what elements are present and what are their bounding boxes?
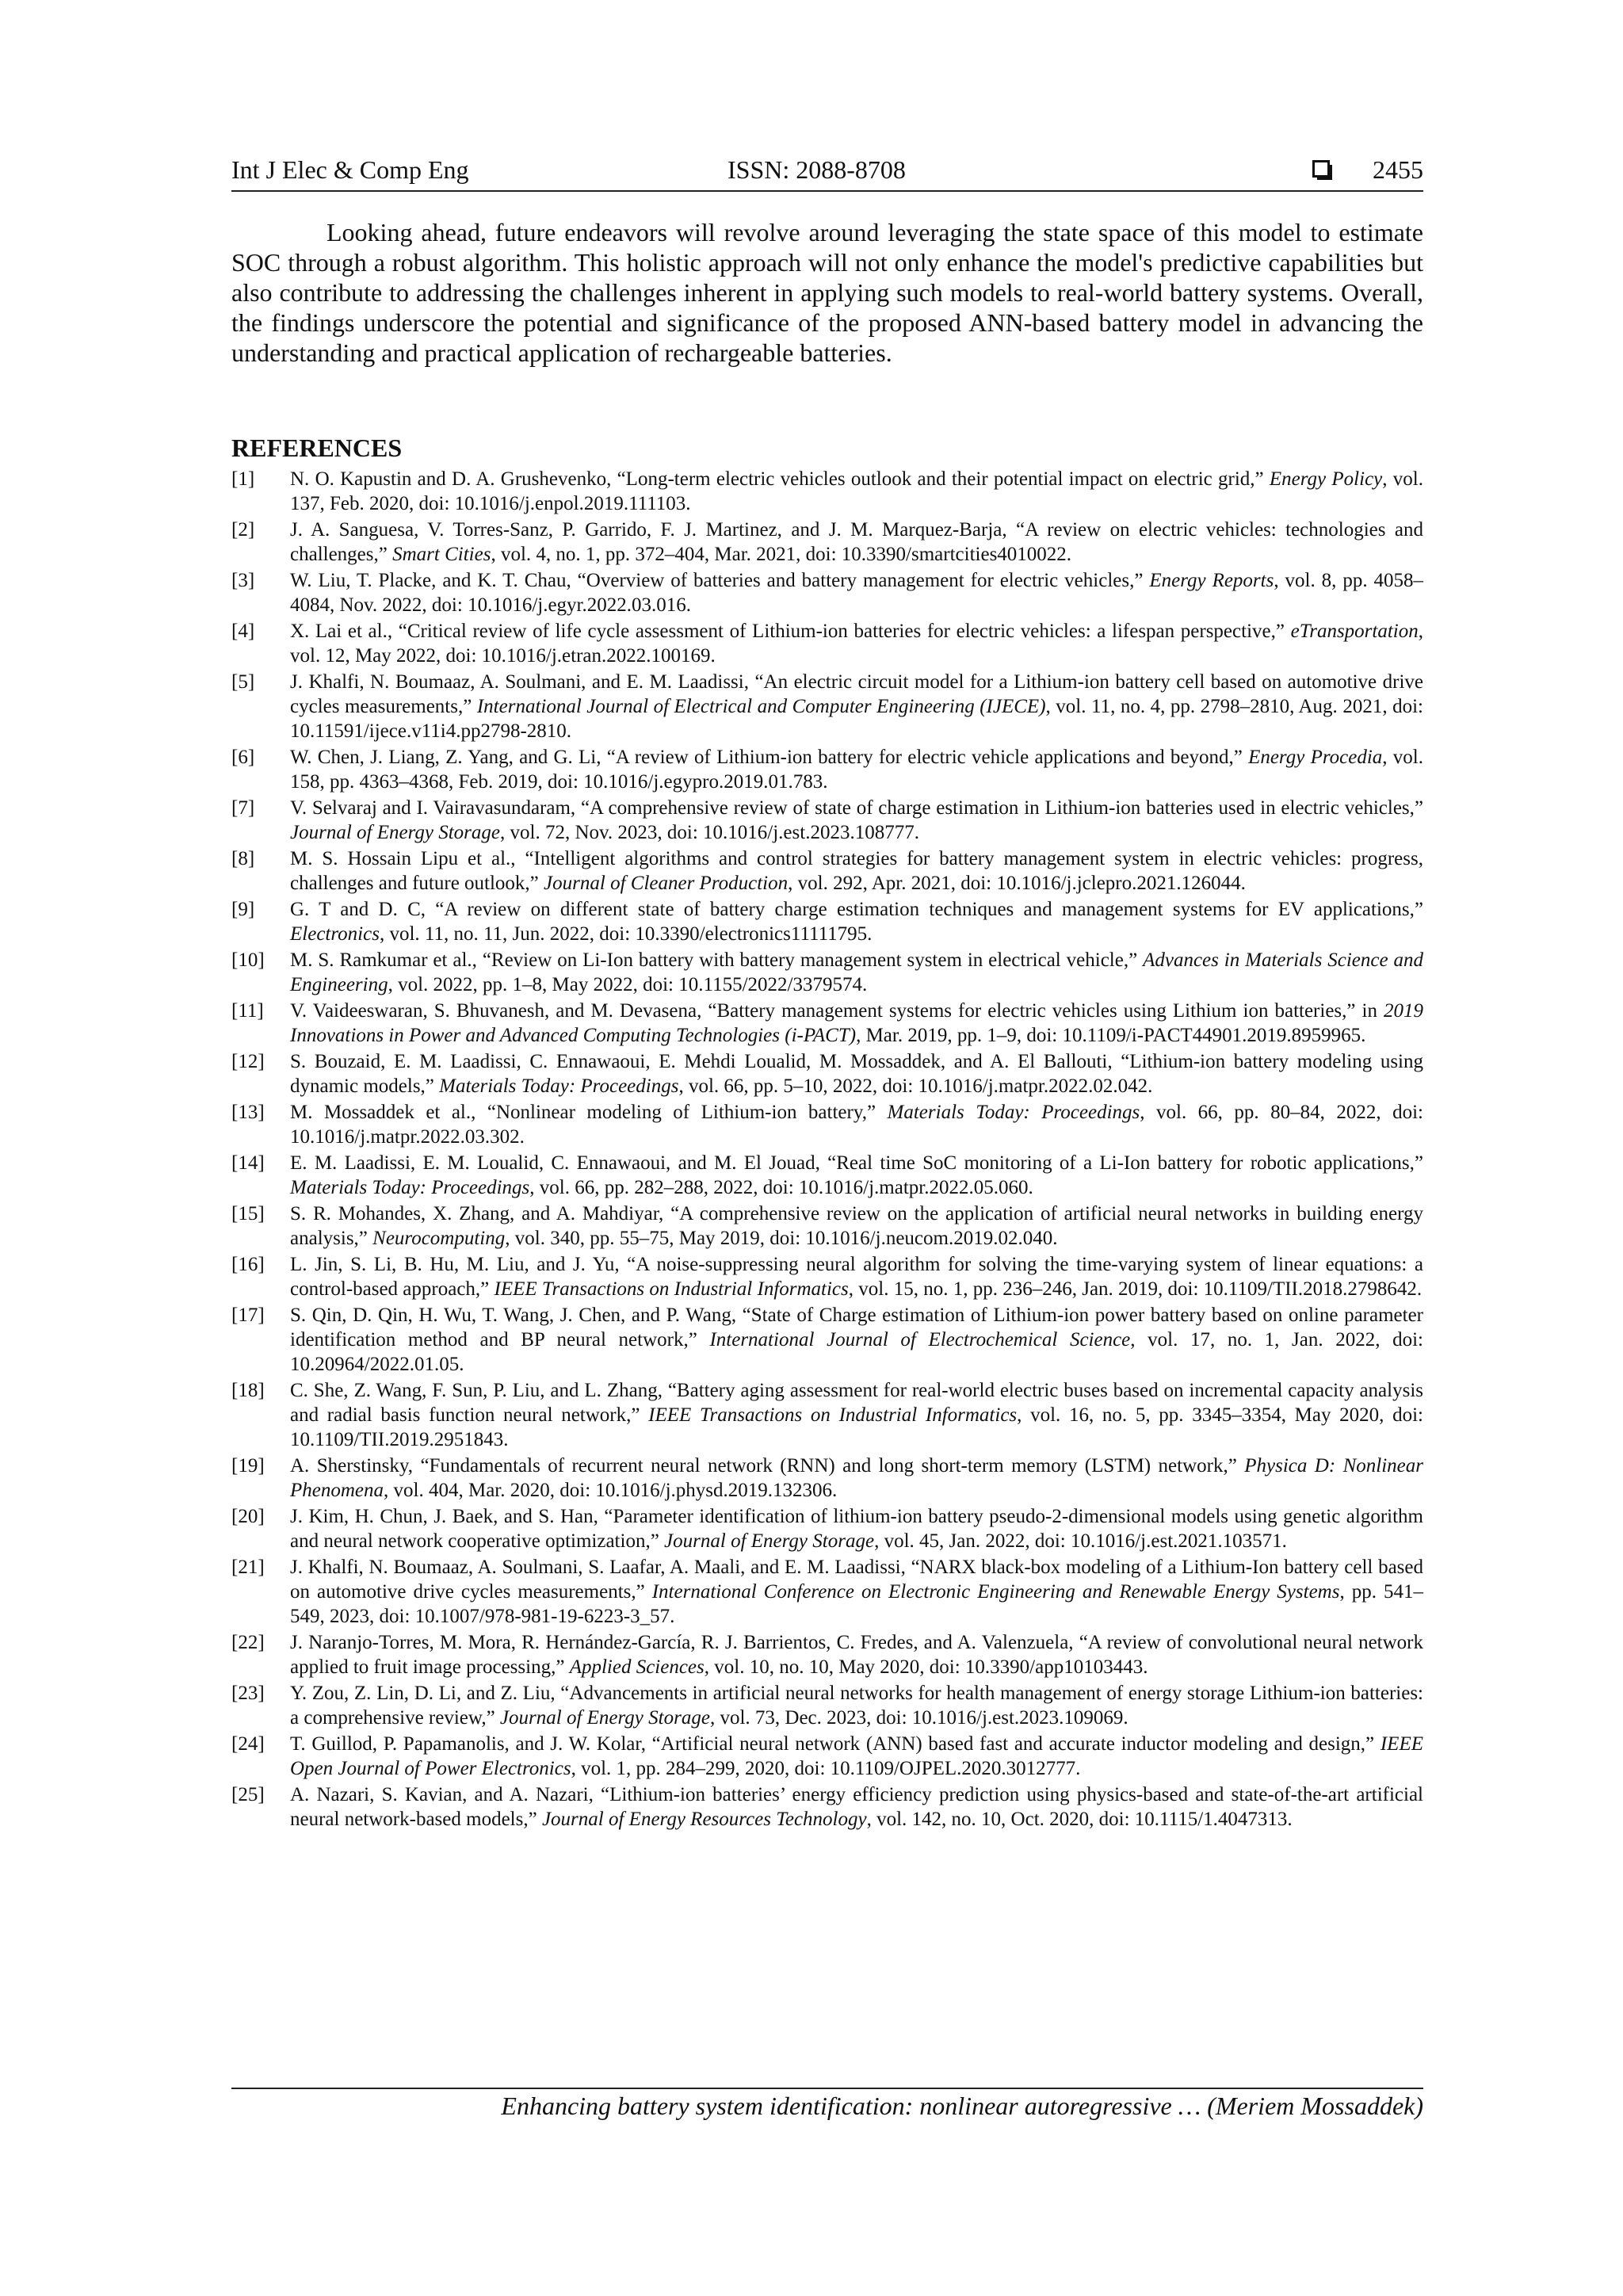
reference-venue: Journal of Energy Storage <box>664 1530 875 1552</box>
reference-authors-title: S. Qin, D. Qin, H. Wu, T. Wang, J. Chen, and P. Wang, “State of Charge estimation of Lithium-ion power battery based on online parameter identification method and BP neural network,” <box>290 1305 1423 1350</box>
reference-number: [23] <box>231 1683 265 1704</box>
reference-number: [6] <box>231 747 255 768</box>
reference-venue: Journal of Energy Storage <box>290 822 501 843</box>
reference-venue: 2019 Innovations in Power and Advanced Computing Technologies (i-PACT) <box>290 1000 1423 1046</box>
reference-item <box>231 1303 1423 1377</box>
reference-item <box>231 1252 1423 1301</box>
reference-number: [1] <box>231 468 255 490</box>
reference-authors-title: E. M. Laadissi, E. M. Loualid, C. Ennawaoui, and M. El Jouad, “Real time SoC monitoring of a Li-Ion battery for robotic applications,” <box>290 1152 1423 1174</box>
reference-venue: Journal of Energy Resources Technology <box>541 1809 867 1830</box>
reference-details: , vol. 17, no. 1, Jan. 2022, doi: 10.20964/2022.01.05. <box>290 1329 1423 1375</box>
conclusion-paragraph: Looking ahead, future endeavors will revolve around leveraging the state space of this model to estimate SOC through a robust algorithm. This holistic approach will not only enhance the model's predictive capabilities but also contribute to addressing the challenges inherent in applying such models to real-world battery systems. Overall, the findings underscore the potential and significance of the proposed ANN-based battery model in advancing the understanding and practical application of rechargeable batteries. <box>231 218 1423 367</box>
journal-name: Int J Elec & Comp Eng <box>231 155 469 184</box>
reference-number: [17] <box>231 1305 265 1326</box>
reference-details: , vol. 66, pp. 282–288, 2022, doi: 10.1016/j.matpr.2022.05.060. <box>529 1177 1033 1198</box>
reference-details: , vol. 137, Feb. 2020, doi: 10.1016/j.enpol.2019.111103. <box>290 468 1423 514</box>
reference-number: [21] <box>231 1557 265 1578</box>
reference-number: [4] <box>231 621 255 642</box>
reference-item <box>231 619 1423 668</box>
reference-number: [13] <box>231 1102 265 1123</box>
issn: ISSN: 2088-8708 <box>727 155 906 184</box>
reference-authors-title: G. T and D. C, “A review on different state of battery charge estimation techniques and management systems for EV applications,” <box>290 899 1423 920</box>
reference-details: , vol. 45, Jan. 2022, doi: 10.1016/j.est.2021.103571. <box>874 1530 1287 1552</box>
reference-details: , vol. 142, no. 10, Oct. 2020, doi: 10.1115/1.4047313. <box>866 1809 1293 1830</box>
reference-venue: Applied Sciences <box>569 1656 705 1678</box>
reference-number: [11] <box>231 1000 264 1022</box>
reference-venue: International Journal of Electrical and Computer Engineering (IJECE) <box>476 696 1046 717</box>
reference-details: , vol. 2022, pp. 1–8, May 2022, doi: 10.1155/2022/3379574. <box>388 974 868 995</box>
reference-authors-title: J. Khalfi, N. Boumaaz, A. Soulmani, and E. M. Laadissi, “An electric circuit model for a Lithium-ion battery cell based on automotive drive cycles measurements,” <box>290 671 1423 717</box>
reference-details: , vol. 66, pp. 5–10, 2022, doi: 10.1016/j.matpr.2022.02.042. <box>678 1075 1153 1097</box>
reference-authors-title: M. S. Hossain Lipu et al., “Intelligent algorithms and control strategies for battery management system in electric vehicles: progress, challenges and future outlook,” <box>290 848 1423 894</box>
reference-number: [25] <box>231 1784 265 1805</box>
reference-number: [16] <box>231 1254 265 1275</box>
reference-authors-title: J. Naranjo-Torres, M. Mora, R. Hernández-García, R. J. Barrientos, C. Fredes, and A. Valenzuela, “A review of convolutional neural network applied to fruit image processing,” <box>290 1632 1423 1678</box>
reference-authors-title: V. Vaideeswaran, S. Bhuvanesh, and M. Devasena, “Battery management systems for electric vehicles using Lithium ion batteries,” in <box>290 1000 1384 1022</box>
reference-details: , vol. 340, pp. 55–75, May 2019, doi: 10.1016/j.neucom.2019.02.040. <box>505 1228 1058 1249</box>
reference-details: , vol. 15, no. 1, pp. 236–246, Jan. 2019, doi: 10.1109/TII.2018.2798642. <box>848 1278 1423 1300</box>
reference-venue: Materials Today: Proceedings <box>439 1075 679 1097</box>
reference-authors-title: W. Liu, T. Placke, and K. T. Chau, “Overview of batteries and battery management for electric vehicles,” <box>290 570 1150 591</box>
reference-details: , vol. 292, Apr. 2021, doi: 10.1016/j.jclepro.2021.126044. <box>788 873 1246 894</box>
page-header <box>231 155 1423 192</box>
reference-number: [3] <box>231 570 255 591</box>
reference-details: , vol. 12, May 2022, doi: 10.1016/j.etran.2022.100169. <box>290 621 1423 667</box>
reference-number: [10] <box>231 949 265 971</box>
reference-number: [9] <box>231 899 255 920</box>
checkbox-square-icon <box>1312 160 1330 178</box>
page-number: 2455 <box>1373 155 1423 184</box>
reference-venue: IEEE Transactions on Industrial Informatics <box>648 1404 1018 1426</box>
reference-item <box>231 999 1423 1048</box>
reference-item <box>231 1555 1423 1629</box>
reference-authors-title: T. Guillod, P. Papamanolis, and J. W. Kolar, “Artificial neural network (ANN) based fast and accurate inductor modeling and design,” <box>290 1733 1381 1755</box>
reference-number: [19] <box>231 1455 265 1477</box>
reference-authors-title: S. R. Mohandes, X. Zhang, and A. Mahdiyar, “A comprehensive review on the application of artificial neural networks in building energy analysis,” <box>290 1203 1423 1249</box>
reference-item <box>231 1732 1423 1781</box>
reference-item <box>231 1782 1423 1832</box>
reference-venue: Advances in Materials Science and Engineering <box>290 949 1423 995</box>
reference-item <box>231 948 1423 997</box>
reference-venue: Energy Procedia <box>1248 747 1383 768</box>
reference-item <box>231 1201 1423 1251</box>
reference-authors-title: W. Chen, J. Liang, Z. Yang, and G. Li, “A review of Lithium-ion battery for electric vehicle applications and beyond,” <box>290 747 1249 768</box>
reference-item <box>231 568 1423 617</box>
running-footer: Enhancing battery system identification: nonlinear autoregressive … (Meriem Mossaddek) <box>501 2092 1423 2120</box>
reference-venue: Smart Cities <box>392 544 491 565</box>
reference-authors-title: A. Nazari, S. Kavian, and A. Nazari, “Lithium-ion batteries’ energy efficiency prediction using physics-based and state-of-the-art artificial neural network-based models,” <box>290 1784 1423 1830</box>
reference-venue: Journal of Cleaner Production <box>544 873 789 894</box>
reference-item <box>231 1378 1423 1452</box>
reference-venue: Physica D: Nonlinear Phenomena <box>290 1455 1423 1501</box>
reference-venue: Energy Policy <box>1269 468 1383 490</box>
reference-details: , vol. 8, pp. 4058–4084, Nov. 2022, doi: 10.1016/j.egyr.2022.03.016. <box>290 570 1423 616</box>
reference-item <box>231 467 1423 516</box>
reference-details: , vol. 11, no. 4, pp. 2798–2810, Aug. 2021, doi: 10.11591/ijece.v11i4.pp2798-2810. <box>290 696 1423 742</box>
reference-item <box>231 1454 1423 1503</box>
references-heading: REFERENCES <box>231 434 403 462</box>
reference-number: [24] <box>231 1733 265 1755</box>
reference-number: [15] <box>231 1203 265 1224</box>
reference-details: , Mar. 2019, pp. 1–9, doi: 10.1109/i-PACT44901.2019.8959965. <box>856 1025 1366 1046</box>
reference-details: , vol. 158, pp. 4363–4368, Feb. 2019, doi: 10.1016/j.egypro.2019.01.783. <box>290 747 1423 793</box>
reference-list <box>231 467 1423 1833</box>
reference-item <box>231 1151 1423 1200</box>
reference-number: [12] <box>231 1051 265 1072</box>
reference-authors-title: J. Khalfi, N. Boumaaz, A. Soulmani, S. Laafar, A. Maali, and E. M. Laadissi, “NARX black-box modeling of a Lithium-Ion battery cell based on automotive drive cycles measurements,” <box>290 1557 1423 1603</box>
reference-authors-title: L. Jin, S. Li, B. Hu, M. Liu, and J. Yu, “A noise-suppressing neural algorithm for solving the time-varying system of linear equations: a control-based approach,” <box>290 1254 1423 1300</box>
reference-venue: Energy Reports <box>1149 570 1274 591</box>
reference-number: [20] <box>231 1506 265 1527</box>
reference-venue: IEEE Transactions on Industrial Informatics <box>494 1278 849 1300</box>
reference-authors-title: C. She, Z. Wang, F. Sun, P. Liu, and L. Zhang, “Battery aging assessment for real-world electric buses based on incremental capacity analysis and radial basis function neural network,” <box>290 1380 1423 1426</box>
reference-authors-title: V. Selvaraj and I. Vairavasundaram, “A comprehensive review of state of charge estimation in Lithium-ion batteries used in electric vehicles,” <box>290 797 1423 819</box>
reference-authors-title: M. Mossaddek et al., “Nonlinear modeling of Lithium-ion battery,” <box>290 1102 888 1123</box>
reference-authors-title: N. O. Kapustin and D. A. Grushevenko, “Long-term electric vehicles outlook and their potential impact on electric grid,” <box>290 468 1270 490</box>
reference-authors-title: S. Bouzaid, E. M. Laadissi, C. Ennawaoui, E. Mehdi Loualid, M. Mossaddek, and A. El Ballouti, “Lithium-ion battery modeling using dynamic models,” <box>290 1051 1423 1097</box>
reference-details: , vol. 16, no. 5, pp. 3345–3354, May 2020, doi: 10.1109/TII.2019.2951843. <box>290 1404 1423 1450</box>
reference-venue: Electronics <box>290 923 380 945</box>
reference-venue: International Conference on Electronic Engineering and Renewable Energy Systems <box>651 1581 1340 1603</box>
reference-details: , vol. 11, no. 11, Jun. 2022, doi: 10.3390/electronics11111795. <box>379 923 873 945</box>
reference-details: , vol. 404, Mar. 2020, doi: 10.1016/j.physd.2019.132306. <box>384 1480 838 1501</box>
reference-authors-title: Y. Zou, Z. Lin, D. Li, and Z. Liu, “Advancements in artificial neural networks for health management of energy storage Lithium-ion batteries: a comprehensive review,” <box>290 1683 1423 1729</box>
reference-details: , vol. 73, Dec. 2023, doi: 10.1016/j.est.2023.109069. <box>709 1707 1128 1729</box>
reference-number: [2] <box>231 519 255 541</box>
reference-venue: IEEE Open Journal of Power Electronics <box>290 1733 1423 1779</box>
reference-item <box>231 846 1423 896</box>
reference-item <box>231 1630 1423 1679</box>
reference-venue: Materials Today: Proceedings <box>290 1177 530 1198</box>
reference-number: [8] <box>231 848 255 869</box>
reference-venue: International Journal of Electrochemical Science <box>709 1329 1131 1350</box>
reference-item <box>231 1049 1423 1098</box>
reference-authors-title: J. Kim, H. Chun, J. Baek, and S. Han, “Parameter identification of lithium-ion battery pseudo-2-dimensional models using genetic algorithm and neural network cooperative optimization,” <box>290 1506 1423 1552</box>
reference-venue: Materials Today: Proceedings <box>887 1102 1140 1123</box>
footer-rule <box>231 2088 1423 2089</box>
reference-number: [5] <box>231 671 255 693</box>
reference-item <box>231 518 1423 567</box>
reference-venue: Neurocomputing <box>372 1228 506 1249</box>
reference-authors-title: M. S. Ramkumar et al., “Review on Li-Ion battery with battery management system in electrical vehicle,” <box>290 949 1144 971</box>
reference-number: [14] <box>231 1152 265 1174</box>
reference-venue: eTransportation <box>1290 621 1419 642</box>
reference-number: [7] <box>231 797 255 819</box>
reference-item <box>231 1504 1423 1553</box>
reference-authors-title: J. A. Sanguesa, V. Torres-Sanz, P. Garrido, F. J. Martinez, and J. M. Marquez-Barja, “A review on electric vehicles: technologies and challenges,” <box>290 519 1423 565</box>
reference-details: , vol. 66, pp. 80–84, 2022, doi: 10.1016/j.matpr.2022.03.302. <box>290 1102 1423 1148</box>
reference-item <box>231 796 1423 845</box>
reference-venue: Journal of Energy Storage <box>499 1707 710 1729</box>
reference-authors-title: X. Lai et al., “Critical review of life cycle assessment of Lithium-ion batteries for electric vehicles: a lifespan perspective,” <box>290 621 1291 642</box>
reference-details: , vol. 4, no. 1, pp. 372–404, Mar. 2021, doi: 10.3390/smartcities4010022. <box>491 544 1072 565</box>
reference-number: [18] <box>231 1380 265 1401</box>
reference-details: , vol. 10, no. 10, May 2020, doi: 10.3390/app10103443. <box>704 1656 1148 1678</box>
reference-details: , pp. 541–549, 2023, doi: 10.1007/978-981-19-6223-3_57. <box>290 1581 1423 1627</box>
reference-authors-title: A. Sherstinsky, “Fundamentals of recurrent neural network (RNN) and long short-term memory (LSTM) network,” <box>290 1455 1245 1477</box>
reference-details: , vol. 1, pp. 284–299, 2020, doi: 10.1109/OJPEL.2020.3012777. <box>571 1758 1081 1779</box>
reference-item <box>231 897 1423 946</box>
reference-item <box>231 1100 1423 1149</box>
reference-item <box>231 745 1423 794</box>
reference-item <box>231 1681 1423 1730</box>
reference-details: , vol. 72, Nov. 2023, doi: 10.1016/j.est.2023.108777. <box>500 822 919 843</box>
reference-item <box>231 670 1423 743</box>
reference-number: [22] <box>231 1632 265 1653</box>
